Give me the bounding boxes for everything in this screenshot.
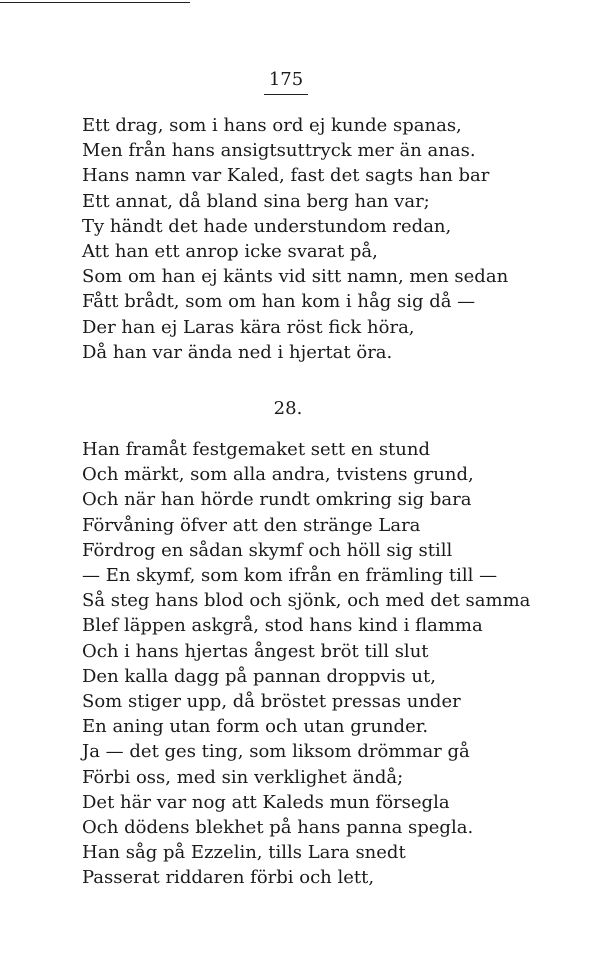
verse-line: Ty händt det hade understundom redan,: [82, 215, 452, 237]
page-number-underline: [264, 94, 308, 95]
verse-line: Så steg hans blod och sjönk, och med det samma: [82, 590, 531, 612]
verse-line: Och i hans hjertas ångest bröt till slut: [82, 640, 429, 662]
verse-line: Fått brådt, som om han kom i håg sig då —: [82, 291, 476, 313]
verse-line: Men från hans ansigtsuttryck mer än anas.: [82, 140, 476, 162]
verse-line: Och när han hörde rundt omkring sig bara: [82, 489, 472, 511]
verse-line: Och dödens blekhet på hans panna spegla.: [82, 817, 474, 839]
section-number: 28.: [273, 398, 303, 419]
verse-line: Förvåning öfver att den stränge Lara: [82, 514, 421, 536]
verse-line: Blef läppen askgrå, stod hans kind i flamma: [82, 615, 483, 637]
stanza-1: [82, 113, 508, 365]
verse-line: Ett annat, då bland sina berg han var;: [82, 190, 430, 212]
verse-line: Den kalla dagg på pannan droppvis ut,: [82, 665, 436, 687]
verse-line: Och märkt, som alla andra, tvistens grund,: [82, 464, 474, 486]
verse-line: En aning utan form och utan grunder.: [82, 716, 429, 738]
verse-line: Passerat riddaren förbi och lett,: [82, 867, 375, 889]
verse-line: — En skymf, som kom ifrån en främling till —: [82, 565, 498, 587]
verse-line: Förbi oss, med sin verklighet ändå;: [82, 766, 404, 788]
verse-line: Ett drag, som i hans ord ej kunde spanas,: [82, 115, 462, 136]
verse-line: Ja — det ges ting, som liksom drömmar gå: [82, 741, 470, 763]
verse-line: Som om han ej känts vid sitt namn, men sedan: [82, 266, 509, 288]
verse-line: Att han ett anrop icke svarat på,: [82, 241, 378, 263]
verse-line: Hans namn var Kaled, fast det sagts han bar: [82, 165, 490, 187]
verse-line: Som stiger upp, då bröstet pressas under: [82, 691, 461, 713]
page-number: 175: [268, 69, 304, 90]
verse-line: Han framåt festgemaket sett en stund: [82, 439, 430, 460]
verse-line: Fördrog en sådan skymf och höll sig still: [82, 539, 453, 561]
verse-line: Då han var ända ned i hjertat öra.: [82, 341, 393, 363]
verse-line: Det här var nog att Kaleds mun försegla: [82, 791, 450, 813]
verse-line: Han såg på Ezzelin, tills Lara snedt: [82, 842, 406, 864]
verse-line: Der han ej Laras kära röst fick höra,: [82, 316, 415, 338]
top-rule: [0, 2, 190, 3]
stanza-2: [82, 437, 530, 891]
